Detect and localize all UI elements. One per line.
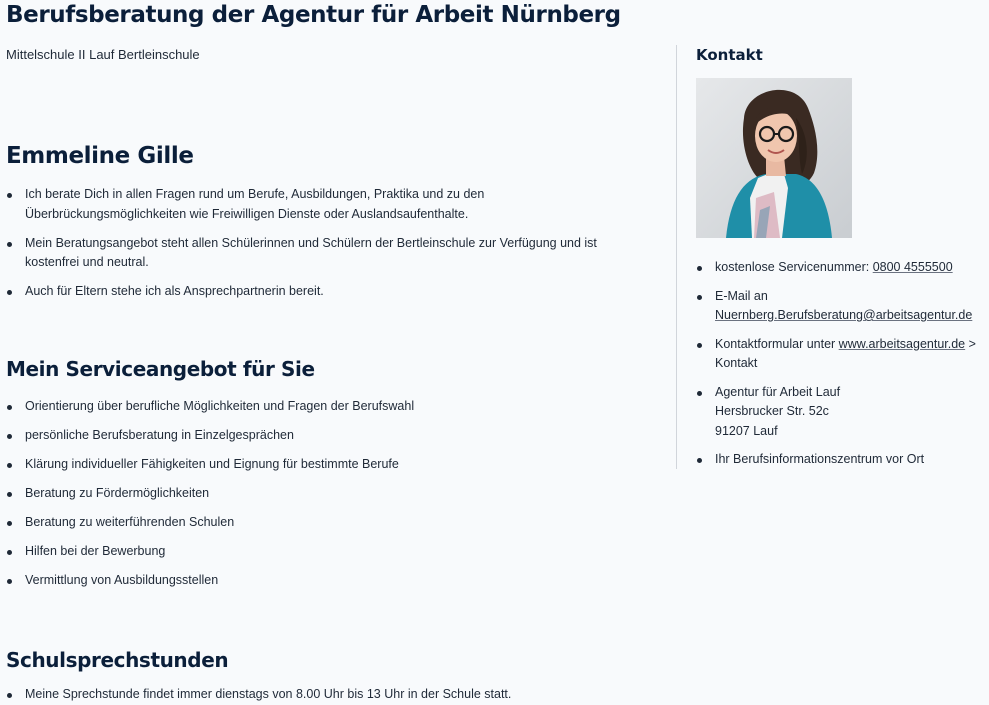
address-line: 91207 Lauf bbox=[715, 423, 778, 438]
office-hours-heading: Schulsprechstunden bbox=[6, 648, 229, 672]
list-item: Mein Beratungsangebot steht allen Schülerinnen und Schülern der Bertleinschule zur Verfügung und ist kostenfrei und neutral. bbox=[6, 234, 606, 273]
form-suffix: > Kontakt bbox=[715, 336, 976, 370]
service-heading: Mein Serviceangebot für Sie bbox=[6, 357, 315, 381]
list-item: Beratung zu Fördermöglichkeiten bbox=[6, 484, 606, 504]
contact-address-item bbox=[696, 383, 986, 442]
contact-biz-item: Ihr Berufsinformationszentrum vor Ort bbox=[696, 450, 986, 470]
school-name: Mittelschule II Lauf Bertleinschule bbox=[6, 47, 200, 62]
advisor-portrait-image bbox=[696, 78, 852, 238]
email-label: E-Mail an bbox=[715, 288, 768, 303]
page-title: Berufsberatung der Agentur für Arbeit Nürnberg bbox=[6, 2, 621, 28]
office-hours-list bbox=[6, 685, 606, 705]
phone-label: kostenlose Servicenummer: bbox=[715, 260, 873, 274]
list-item: Hilfen bei der Bewerbung bbox=[6, 542, 606, 562]
service-list bbox=[6, 397, 606, 600]
list-item: Beratung zu weiterführenden Schulen bbox=[6, 513, 606, 533]
contact-phone-item bbox=[696, 258, 986, 278]
list-item: Auch für Eltern stehe ich als Ansprechpartnerin bereit. bbox=[6, 282, 606, 302]
list-item: Orientierung über berufliche Möglichkeiten und Fragen der Berufswahl bbox=[6, 397, 606, 417]
intro-list bbox=[6, 185, 606, 311]
address-line: Hersbrucker Str. 52c bbox=[715, 404, 829, 418]
contact-form-item bbox=[696, 335, 986, 374]
list-item: Klärung individueller Fähigkeiten und Eignung für bestimmte Berufe bbox=[6, 455, 606, 475]
sidebar-divider bbox=[676, 45, 677, 469]
contact-list bbox=[696, 258, 986, 479]
form-label: Kontaktformular unter bbox=[715, 336, 839, 351]
phone-link[interactable]: 0800 4555500 bbox=[872, 260, 953, 274]
address-line: Agentur für Arbeit Lauf bbox=[715, 384, 841, 399]
list-item: Meine Sprechstunde findet immer dienstags von 8.00 Uhr bis 13 Uhr in der Schule statt. bbox=[6, 685, 606, 705]
contact-heading: Kontakt bbox=[696, 46, 763, 64]
website-link[interactable]: www.arbeitsagentur.de bbox=[838, 336, 966, 351]
main-content bbox=[6, 44, 646, 701]
contact-email-item bbox=[696, 287, 986, 326]
advisor-photo bbox=[696, 78, 852, 238]
list-item: persönliche Berufsberatung in Einzelgesprächen bbox=[6, 426, 606, 446]
list-item: Ich berate Dich in allen Fragen rund um Berufe, Ausbildungen, Praktika und zu den Überbrückungsmöglichkeiten wie Freiwilligen Dienste oder Auslandsaufenthalte. bbox=[6, 185, 606, 224]
list-item: Vermittlung von Ausbildungsstellen bbox=[6, 571, 606, 591]
advisor-name: Emmeline Gille bbox=[6, 143, 194, 169]
email-link[interactable]: Nuernberg.Berufsberatung@arbeitsagentur.de bbox=[715, 308, 973, 322]
